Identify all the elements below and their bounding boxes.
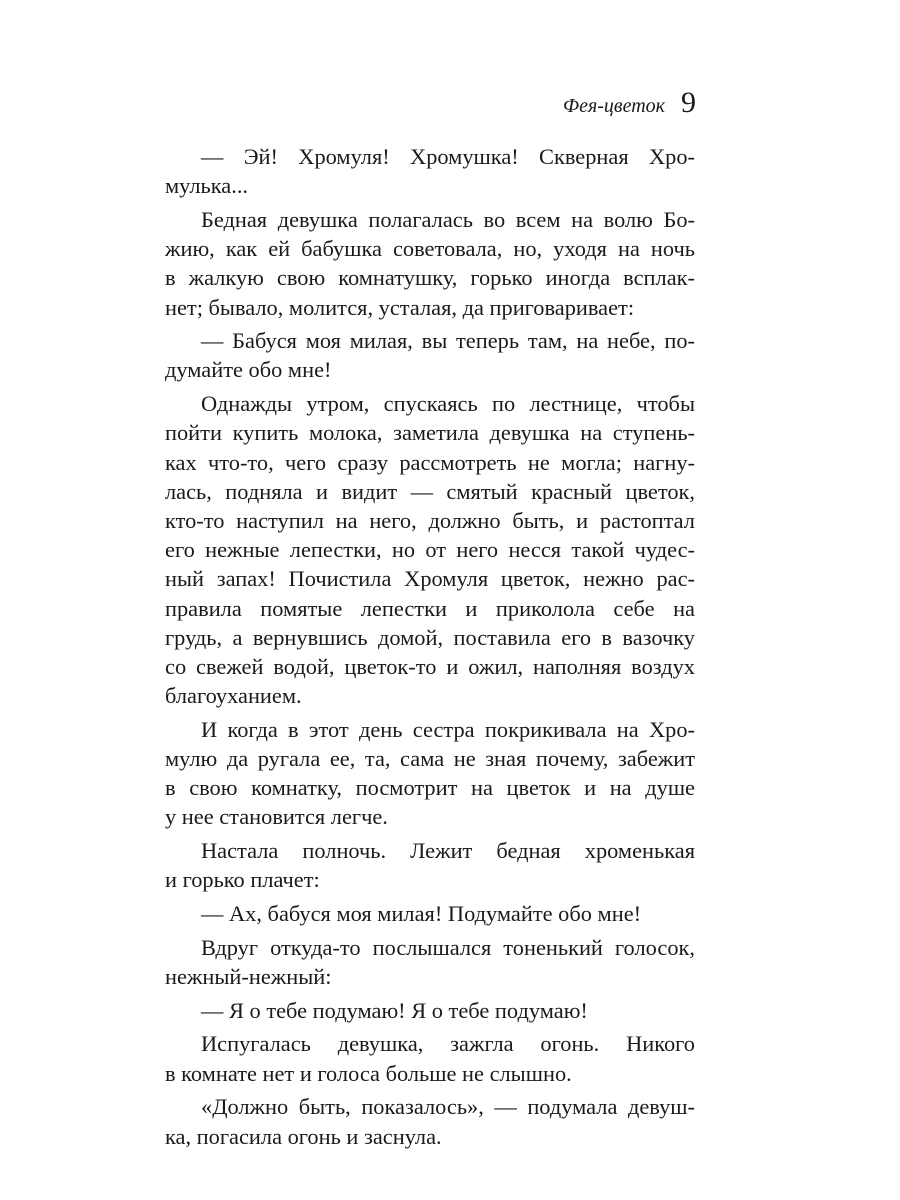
running-title: Фея-цветок (562, 95, 665, 117)
page-header (563, 86, 696, 120)
paragraph (165, 389, 695, 710)
paragraph (165, 205, 695, 322)
text-line: правила помятые лепестки и приколола себе на (165, 595, 695, 621)
text-line: И когда в этот день сестра покрикивала на Хро- (201, 716, 695, 742)
text-line: ках что-то, чего сразу рассмотреть не могла; нагну- (165, 449, 695, 475)
text-line: Испугалась девушка, зажгла огонь. Никого (201, 1031, 695, 1057)
text-line: его нежные лепестки, но от него несся такой чудес- (165, 537, 695, 563)
text-line: мулька... (165, 173, 249, 199)
text-line: «Должно быть, показалось», — подумала девуш- (201, 1094, 695, 1120)
paragraph (165, 1029, 695, 1087)
page-number: 9 (681, 86, 696, 119)
body-text (165, 142, 695, 1155)
text-line: жию, как ей бабушка советовала, но, уходя на ночь (165, 236, 695, 262)
paragraph (165, 933, 695, 991)
text-line: — Я о тебе подумаю! Я о тебе подумаю! (201, 997, 588, 1023)
paragraph (165, 715, 695, 832)
paragraph (165, 1092, 695, 1150)
paragraph (165, 996, 695, 1025)
text-line: со свежей водой, цветок-то и ожил, наполняя воздух (165, 653, 695, 679)
text-line: нет; бывало, молится, усталая, да приговаривает: (165, 294, 635, 320)
text-line: в комнате нет и голоса больше не слышно. (165, 1060, 572, 1086)
text-line: у нее становится легче. (165, 804, 388, 830)
text-line: думайте обо мне! (165, 357, 332, 383)
text-line: Однажды утром, спускаясь по лестнице, чтобы (201, 391, 695, 417)
text-line: в свою комнатку, посмотрит на цветок и на душе (165, 775, 695, 801)
text-line: грудь, а вернувшись домой, поставила его в вазочку (165, 624, 695, 650)
text-line: и горько плачет: (165, 867, 320, 893)
paragraph (165, 142, 695, 200)
text-line: ный запах! Почистила Хромуля цветок, нежно рас- (165, 566, 695, 592)
text-line: нежный-нежный: (165, 963, 332, 989)
text-line: благоуханием. (165, 683, 302, 709)
text-line: Вдруг откуда-то послышался тоненький голосок, (201, 934, 695, 960)
text-line: в жалкую свою комнатушку, горько иногда всплак- (165, 265, 695, 291)
text-line: — Ах, бабуся моя милая! Подумайте обо мне! (201, 901, 642, 927)
text-line: мулю да ругала ее, та, сама не зная почему, забежит (165, 746, 695, 772)
paragraph (165, 899, 695, 928)
text-line: Настала полночь. Лежит бедная хроменькая (201, 838, 695, 864)
text-line: пойти купить молока, заметила девушка на ступень- (165, 420, 695, 446)
paragraph (165, 836, 695, 894)
text-line: кто-то наступил на него, должно быть, и растоптал (165, 507, 695, 533)
text-line: Бедная девушка полагалась во всем на волю Бо- (201, 206, 695, 232)
text-line: — Бабуся моя милая, вы теперь там, на небе, по- (201, 328, 695, 354)
text-line: — Эй! Хромуля! Хромушка! Скверная Хро- (201, 144, 695, 169)
text-line: ка, погасила огонь и заснула. (165, 1123, 442, 1149)
paragraph (165, 326, 695, 384)
text-line: лась, подняла и видит — смятый красный цветок, (165, 478, 695, 504)
